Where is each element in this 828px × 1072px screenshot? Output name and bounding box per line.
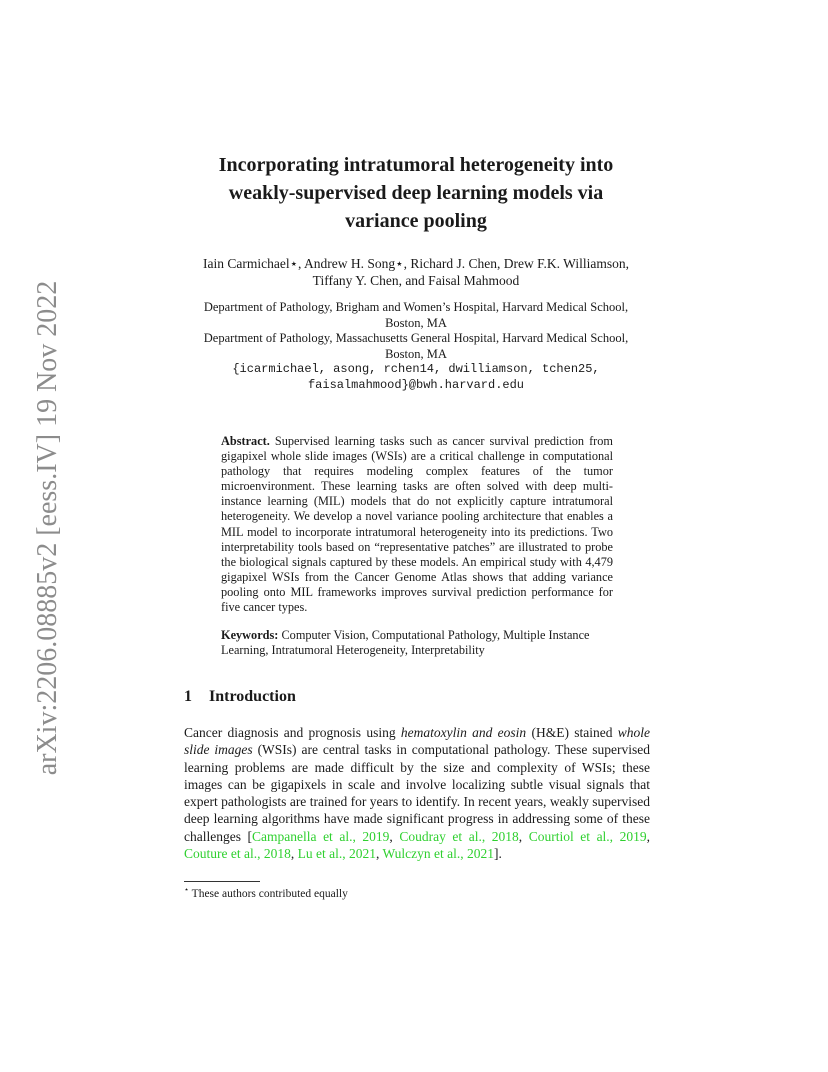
footnote-mark: ⋆ bbox=[184, 885, 190, 894]
section-heading-introduction bbox=[184, 688, 296, 706]
abstract-paragraph bbox=[221, 434, 613, 615]
citation-link[interactable]: Couture et al., 2018 bbox=[184, 846, 291, 862]
keywords-text: Computer Vision, Computational Pathology, Multiple Instance Learning, Intratumoral Heterogeneity, Interpretability bbox=[221, 628, 590, 658]
intro-emphasis: whole slide images bbox=[184, 725, 650, 758]
affiliations bbox=[176, 300, 656, 393]
citation-separator: , bbox=[518, 828, 529, 844]
paper-title bbox=[186, 151, 646, 235]
citation-link[interactable]: Courtiol et al., 2019 bbox=[528, 828, 647, 844]
citation-link[interactable]: Lu et al., 2021 bbox=[297, 846, 376, 862]
citation-separator: , bbox=[646, 828, 650, 844]
citation-link[interactable]: Campanella et al., 2019 bbox=[252, 828, 390, 844]
intro-text: (WSIs) are central tasks in computational pathology. These supervised learning problems are made difficult by the size and complexity of WSIs; these images can be gigapixels in scale and involve localizing subtle visual signals that expert pathologists are trained for years to identify. In recent years, weakly supervised deep learning algorithms have made significant progress in addressing some of these challenges [ bbox=[184, 742, 650, 844]
intro-text: (H&E) stained bbox=[526, 725, 618, 740]
email-line: faisalmahmood}@bwh.harvard.edu bbox=[307, 377, 525, 392]
section-number: 1 bbox=[184, 688, 192, 705]
citation-separator: , bbox=[389, 828, 400, 844]
keywords-paragraph bbox=[221, 628, 613, 658]
author-line: Tiffany Y. Chen, and Faisal Mahmood bbox=[312, 273, 520, 288]
introduction-paragraph bbox=[184, 724, 650, 862]
affiliation-line: Boston, MA bbox=[385, 346, 447, 361]
abstract-label: Abstract. bbox=[221, 434, 270, 448]
title-line: Incorporating intratumoral heterogeneity into bbox=[218, 154, 614, 176]
footnote bbox=[184, 885, 348, 900]
keywords-block bbox=[221, 628, 613, 658]
intro-emphasis: hematoxylin and eosin bbox=[400, 725, 527, 740]
citation-link[interactable]: Coudray et al., 2018 bbox=[399, 828, 519, 844]
author-line: Iain Carmichael⋆, Andrew H. Song⋆, Richard J. Chen, Drew F.K. Williamson, bbox=[203, 256, 629, 271]
citation-separator: , bbox=[375, 846, 383, 862]
title-line: variance pooling bbox=[345, 210, 487, 232]
footnote-text: These authors contributed equally bbox=[189, 887, 348, 900]
citation-link[interactable]: Wulczyn et al., 2021 bbox=[382, 846, 495, 862]
citation-separator: , bbox=[290, 846, 298, 862]
intro-text: Cancer diagnosis and prognosis using bbox=[184, 725, 401, 740]
footnote-rule bbox=[184, 881, 260, 882]
intro-text: ]. bbox=[494, 846, 502, 862]
introduction-body bbox=[184, 724, 650, 862]
abstract-block bbox=[221, 434, 613, 615]
keywords-label: Keywords: bbox=[221, 628, 279, 642]
email-line: {icarmichael, asong, rchen14, dwilliamson, tchen25, bbox=[232, 362, 600, 376]
affiliation-line: Boston, MA bbox=[385, 315, 447, 330]
abstract-text: Supervised learning tasks such as cancer survival prediction from gigapixel whole slide images (WSIs) are a critical challenge in computational pathology that requires modeling complex features of the tumor microenvironment. These learning tasks are often solved with deep multi-instance learning (MIL) models that do not explicitly capture intratumoral heterogeneity. We develop a novel variance pooling architecture that enables a MIL model to incorporate intratumoral heterogeneity into its predictions. Two interpretability tools based on “representative patches” are illustrated to probe the biological signals captured by these models. An empirical study with 4,479 gigapixel WSIs from the Cancer Genome Atlas shows that adding variance pooling onto MIL frameworks improves survival prediction performance for five cancer types. bbox=[221, 434, 613, 615]
affiliation-line: Department of Pathology, Brigham and Women’s Hospital, Harvard Medical School, bbox=[203, 300, 629, 314]
arxiv-identifier-stamp: arXiv:2206.08885v2 [eess.IV] 19 Nov 2022 bbox=[32, 280, 63, 776]
section-title: Introduction bbox=[209, 688, 296, 705]
author-list bbox=[176, 255, 656, 289]
title-line: weakly-supervised deep learning models via bbox=[228, 182, 604, 204]
affiliation-line: Department of Pathology, Massachusetts General Hospital, Harvard Medical School, bbox=[203, 331, 629, 345]
